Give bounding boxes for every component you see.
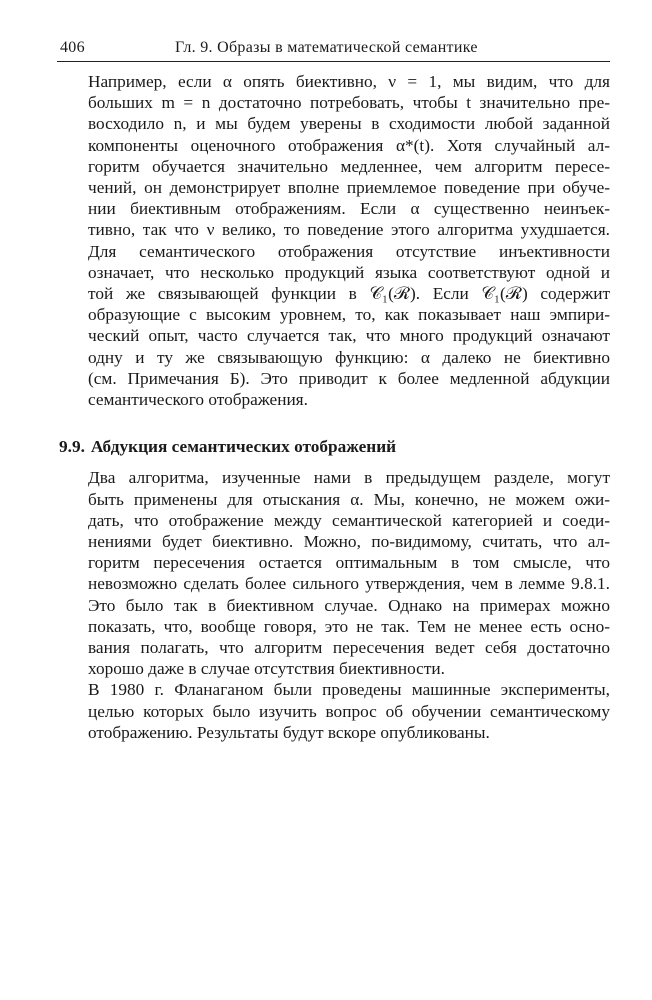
paragraph-3 (59, 467, 610, 679)
text-line: чений, он демонстрирует вполне приемлемое поведение при обуче- (88, 178, 610, 198)
text-line: горитм обучается значительно медленнее, чем алгоритм пересе- (88, 156, 610, 176)
text-line: дать, что отображение между семантической категорией и соеди- (88, 510, 610, 530)
text-line: горитм пересечения остается оптимальным в том смысле, что (88, 553, 610, 573)
text-line: быть применены для отыскания α. Мы, конечно, не можем ожи- (88, 489, 610, 509)
text-line: одну и ту же связывающую функцию: α далеко не биективно (88, 347, 610, 367)
text-line: В 1980 г. Фланаганом были проведены машинные эксперименты, (88, 680, 610, 700)
text-line: (см. Примечания Б). Это приводит к более медленной абдукции (88, 368, 610, 388)
text-line: нии биективным отображениям. Если α существенно неинъек- (88, 199, 610, 219)
page-number: 406 (60, 39, 85, 56)
text-line: больших m = n достаточно потребовать, чтобы t значительно пре- (88, 93, 610, 113)
text-line: вания полагать, что алгоритм пересечения ведет себя достаточно (88, 638, 610, 658)
text-line: Например, если α опять биективно, ν = 1, мы видим, что для (88, 72, 610, 91)
text-line: Для семантического отображения отсутствие инъективности (88, 241, 610, 261)
text-line: ческий опыт, часто случается так, что много продукций означают (88, 326, 610, 346)
text-line: целью которых было изучить вопрос об обучении семантическому (88, 701, 610, 721)
text-line: отображению. Результаты будут вскоре опубликованы. (88, 722, 490, 742)
paragraph-1 (59, 71, 610, 241)
section-title: Абдукция семантических отображений (90, 437, 397, 457)
text-line: той же связывающей функции в 𝒞₁(ℛ). Если 𝒞₁(ℛ) содержит (88, 284, 610, 304)
text-line: семантического отображения. (88, 390, 308, 410)
text-line: Два алгоритма, изученные нами в предыдущем разделе, могут (88, 468, 610, 488)
text-line: образующие с высоким уровнем, то, как показывает наш эмпири- (88, 305, 610, 325)
text-line: восходило n, и мы будем уверены в сходимости любой заданной (88, 114, 610, 134)
text-line: хорошо даже в случае отсутствия биективности. (88, 659, 445, 679)
running-header (57, 38, 610, 62)
header-rule (57, 61, 610, 62)
section-number: 9.9. (59, 437, 85, 457)
section-heading (59, 436, 610, 457)
text-line: Это было так в биективном случае. Однако на примерах можно (88, 595, 610, 615)
text-line: тивно, так что ν велико, то поведение этого алгоритма ухудшается. (88, 220, 610, 240)
text-line: показать, что, вообще говоря, это не так. Тем не менее есть осно- (88, 616, 610, 636)
text-line: невозможно сделать более сильного утверждения, чем в лемме 9.8.1. (88, 574, 610, 594)
text-line: означает, что несколько продукций языка соответствуют одной и (88, 262, 610, 282)
text-line: компоненты оценочного отображения α*(t). Хотя случайный ал- (88, 135, 610, 155)
chapter-title: Гл. 9. Образы в математической семантике (175, 39, 478, 56)
paragraph-4 (59, 679, 610, 743)
paragraph-2 (59, 241, 610, 411)
body-text (59, 71, 610, 743)
text-line: нениями будет биективно. Можно, по-видимому, считать, что ал- (88, 532, 610, 552)
